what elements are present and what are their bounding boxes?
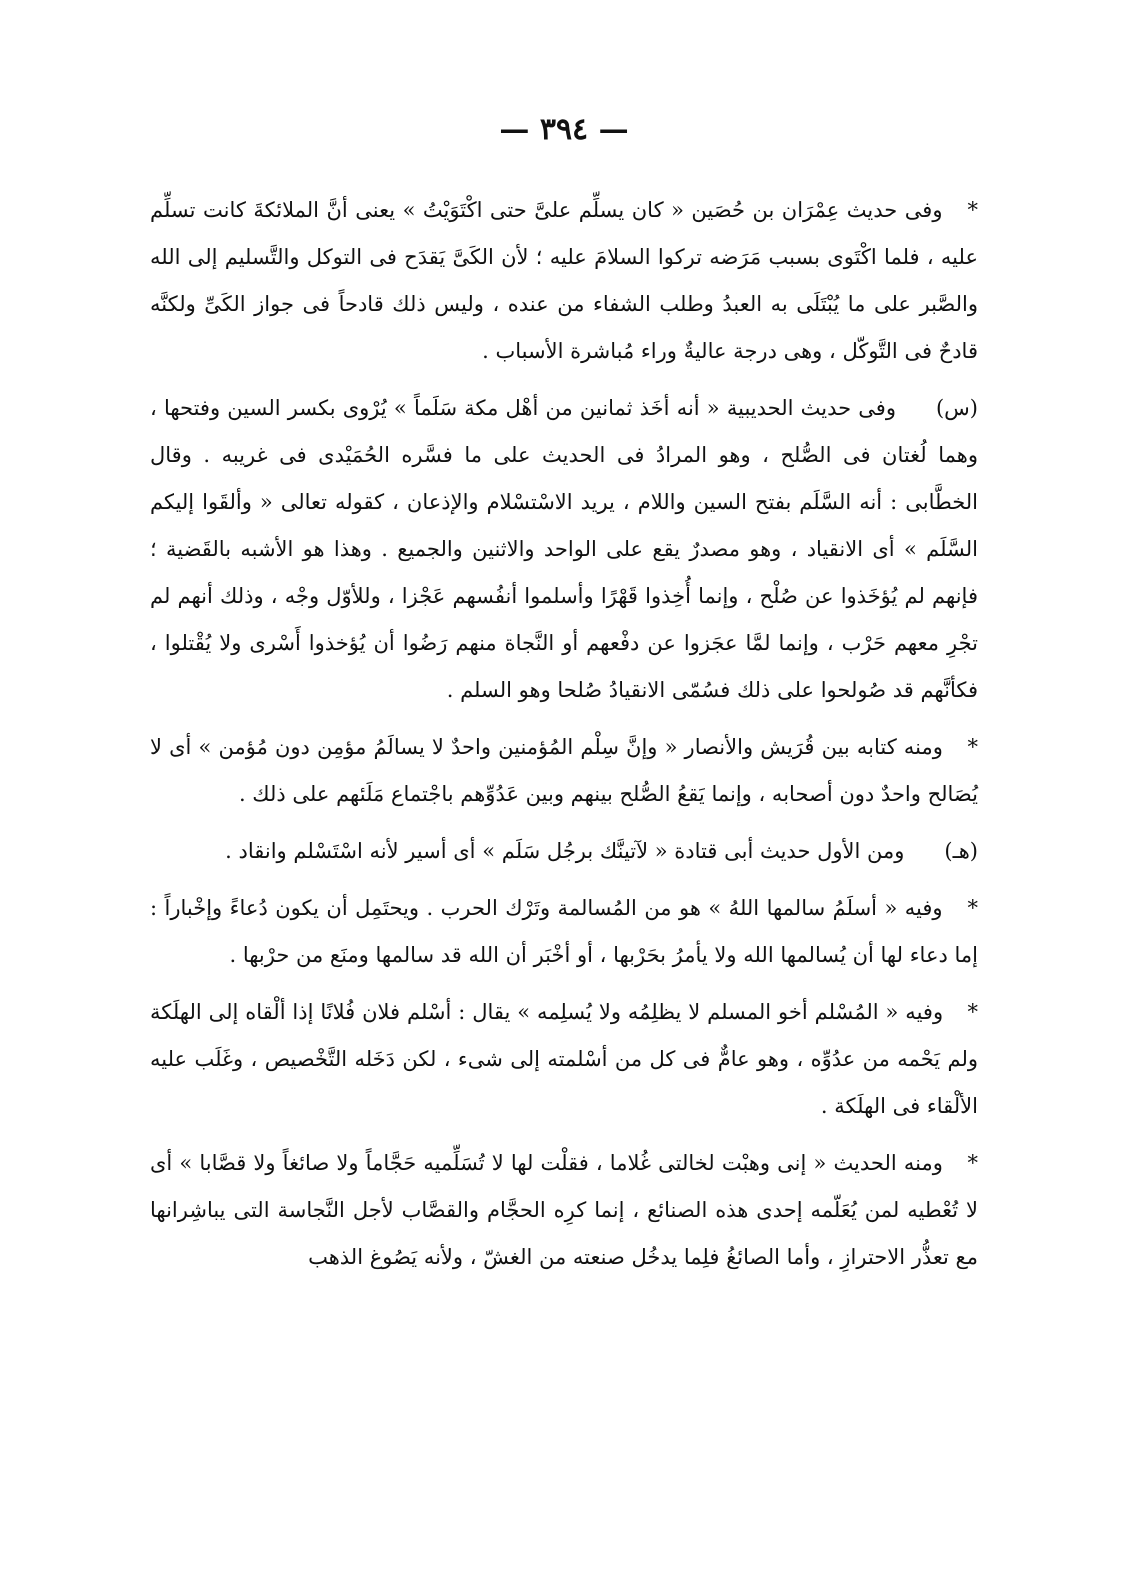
paragraph-text: وفى حديث الحديبية « أنه أخَذ ثمانين من أهْل مكة سَلَماً » يُرْوى بكسر السين وفتحها ، وهما لُغتان فى الصُّلح ، وهو المرادُ فى الحديث على ما فسَّره الحُمَيْدى فى غريبه . وقال الخطَّابى : أنه السَّلَم بفتح السين واللام ، يريد الاسْتسْلام والإذعان ، كقوله تعالى « وألقَوا إليكم السَّلَم » أى الانقياد ، وهو مصدرٌ يقع على الواحد والاثنين والجميع . وهذا هو الأشبه بالقَضية ؛ فإنهم لم يُؤخَذوا عن صُلْح ، وإنما أُخِذوا قَهْرًا وأسلموا أنفُسهم عَجْزا ، وللأوّل وجْه ، وذلك أنهم لم تجْرِ معهم حَرْب ، وإنما لمَّا عجَزوا عن دفْعهم أو النَّجاة منهم رَضُوا أن يُؤخذوا أَسْرى ولا يُقْتلوا ، فكأنَّهم قد صُولحوا على ذلك فسُمّى الانقيادُ صُلحا وهو السلم . bbox=[150, 396, 978, 702]
paragraph-2 bbox=[150, 385, 978, 714]
paragraph-text: وفى حديث عِمْرَان بن حُصَين « كان يسلِّم علىَّ حتى اكْتَوَيْتُ » يعنى أنَّ الملائكةَ كانت تسلِّم عليه ، فلما اكْتَوى بسبب مَرَضه تركوا السلامَ عليه ؛ لأن الكَىَّ يَقدَح فى التوكل والتَّسليم إلى الله والصَّبر على ما يُبْتَلَى به العبدُ وطلب الشفاء من عنده ، وليس ذلك قادحاً فى جواز الكَىِّ ولكنَّه قادحٌ فى التَّوكّل ، وهى درجة عاليةٌ وراء مُباشرة الأسباب . bbox=[150, 198, 978, 363]
paragraph-marker: * bbox=[967, 1151, 978, 1175]
paragraph-marker: (هـ) bbox=[944, 839, 978, 863]
paragraph-marker: * bbox=[967, 198, 978, 222]
paragraph-marker: (س) bbox=[935, 396, 978, 420]
paragraph-text: وفيه « أسلَمُ سالمها اللهُ » هو من المُسالمة وتَرْك الحرب . ويحتَمِل أن يكون دُعاءً وإخْباراً : إما دعاء لها أن يُسالمها الله ولا يأمرُ بحَرْبها ، أو أخْبَر أن الله قد سالمها ومنَع من حرْبها . bbox=[150, 896, 978, 967]
paragraph-marker: * bbox=[967, 1000, 979, 1024]
paragraph-4 bbox=[150, 828, 978, 875]
paragraph-text: ومنه الحديث « إنى وهبْت لخالتى غُلاما ، فقلْت لها لا تُسَلِّميه حَجَّاماً ولا صائغاً ولا قصَّابا » أى لا تُعْطيه لمن يُعَلّمه إحدى هذه الصنائع ، إنما كرِه الحجَّام والقصَّاب لأجل النَّجاسة التى يباشِرانها مع تعذُّر الاحترازِ ، وأما الصائغُ فلِما يدخُل صنعته من الغشّ ، ولأنه يَصُوغ الذهب bbox=[150, 1151, 978, 1269]
paragraph-text: ومن الأول حديث أبى قتادة « لآتينَّك برجُل سَلَم » أى أسير لأنه اسْتَسْلم وانقاد . bbox=[225, 839, 905, 863]
paragraph-3 bbox=[150, 724, 978, 818]
page-number: — ٣٩٤ — bbox=[499, 112, 629, 147]
paragraph-text: وفيه « المُسْلم أخو المسلم لا يظلِمُه ولا يُسلِمه » يقال : أسْلم فلان فُلانًا إذا ألْقاه إلى الهلَكة ولم يَحْمه من عدُوِّه ، وهو عامٌّ فى كل من أسْلمته إلى شىء ، لكن دَخَله التَّخْصيص ، وغَلَب عليه الألْقاء فى الهلَكة . bbox=[150, 1000, 978, 1118]
paragraph-7 bbox=[150, 1140, 978, 1281]
paragraph-marker: * bbox=[967, 896, 978, 920]
paragraph-6 bbox=[150, 989, 978, 1130]
paragraph-text: ومنه كتابه بين قُرَيش والأنصار « وإنَّ سِلْم المُؤمنين واحدٌ لا يسالَمُ مؤمِن دون مُؤمن » أى لا يُصَالح واحدٌ دون أصحابه ، وإنما يَقعُ الصُّلح بينهم وبين عَدُوِّهم باجْتماع مَلَئهم على ذلك . bbox=[150, 735, 978, 806]
paragraph-marker: * bbox=[967, 735, 978, 759]
paragraph-1 bbox=[150, 187, 978, 375]
paragraph-5 bbox=[150, 885, 978, 979]
